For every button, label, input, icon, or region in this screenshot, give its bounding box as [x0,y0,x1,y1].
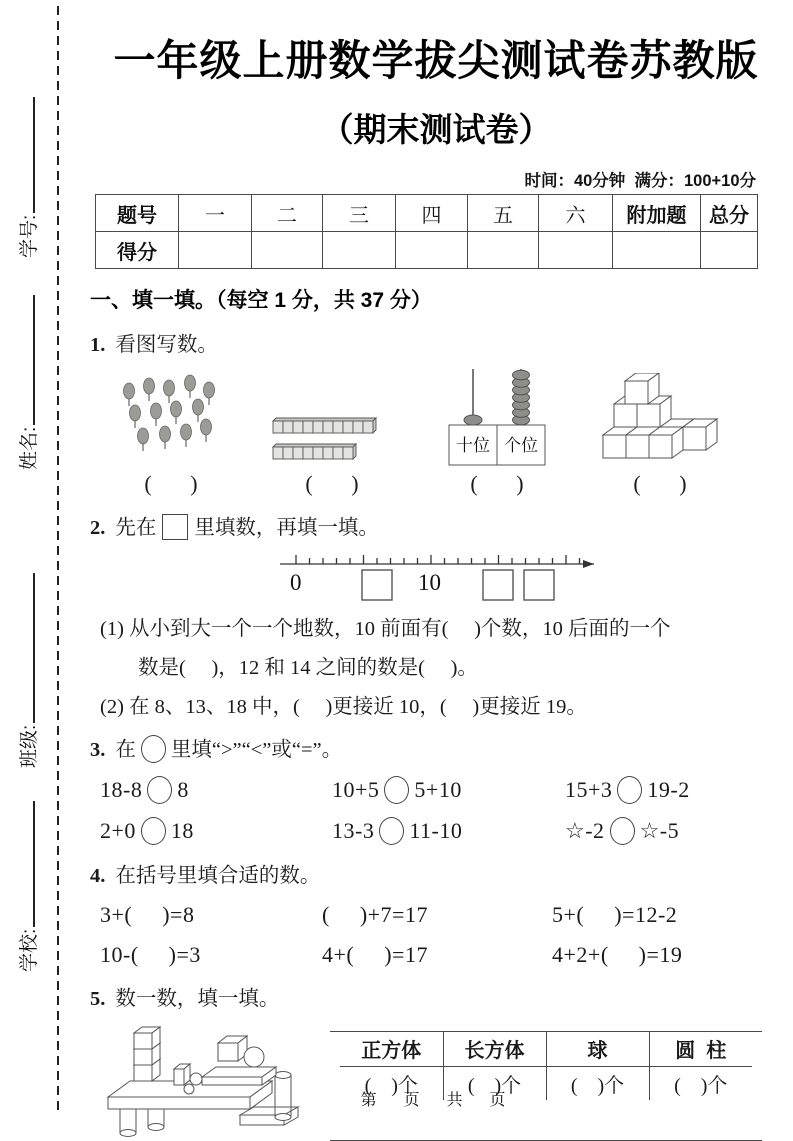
page-footer: 第 页 共 页 [360,1092,512,1109]
shape-count-header-row [340,1032,752,1066]
question-2-number: 2. [90,517,106,539]
picture-block-construction [90,1019,320,1141]
question-3-row-2 [100,817,782,845]
question-3-text-before: 在 [115,739,136,761]
question-5-number: 5. [90,988,106,1010]
question-4-row-2 [100,942,782,968]
left-expression: ☆-2 [565,818,605,843]
count-blank-cube: ( )个 [364,1074,418,1097]
score-table-score-row [96,232,758,269]
numberline-zero-label: 0 [290,570,302,595]
name-blank [33,295,35,425]
score-col-5: 五 [468,195,539,232]
score-row-label: 得分 [96,232,179,269]
equation-item: 4+2+( )=19 [552,942,683,967]
picture-place-value-abacus [418,367,576,497]
answer-blank: ( ) [633,471,687,496]
left-expression: 10+5 [332,777,380,802]
abacus-image [440,367,554,469]
question-2-sub-1-cont: 数是( )，12 和 14 之间的数是( )。 [138,657,478,679]
score-table-header-row [96,195,758,232]
compare-circle-icon [617,776,642,804]
question-1-number: 1. [90,334,106,356]
header-cuboid: 长方体 [443,1032,546,1066]
question-3-heading [90,732,782,763]
comparison-item [100,776,332,804]
score-col-question: 题号 [96,195,179,232]
blocks-image [90,1019,308,1141]
count-blank-cuboid: ( )个 [443,1066,546,1100]
question-4-heading [90,858,782,888]
answer-blank: ( ) [470,471,524,496]
left-expression: 2+0 [100,818,136,843]
student-number-blank [33,97,35,213]
question-3-row-1 [100,776,782,804]
tens-place-label: 十位 [456,436,490,455]
question-4-text: 在括号里填合适的数。 [115,865,321,887]
equation-item: 10-( )=3 [100,942,201,967]
question-5-heading [90,981,782,1011]
sidebar-field-name [14,295,41,470]
numberline-ten-label: 10 [418,570,441,595]
score-col-2: 二 [252,195,323,232]
comparison-item [332,817,565,845]
equation-item: 3+( )=8 [100,902,195,927]
question-3-number: 3. [90,739,106,761]
right-expression: 19-2 [647,777,690,802]
test-paper [90,0,782,1141]
leaves-image [112,373,230,469]
question-5-content [90,1019,782,1141]
question-1-pictures [96,367,782,497]
picture-leaves [96,367,246,497]
score-cell [468,232,539,269]
right-expression: 5+10 [414,777,462,802]
score-col-total: 总分 [701,195,758,232]
question-2-sub-1: (1) 从小到大一个一个地数，10 前面有( )个数，10 后面的一个 [100,618,671,640]
sidebar-field-class [14,573,41,768]
score-cell [613,232,701,269]
compare-circle-icon [141,817,166,845]
numberline-fill-box-3 [524,570,554,600]
question-1-text: 看图写数。 [115,334,218,356]
right-expression: 18 [170,818,194,843]
answer-blank: ( ) [144,471,198,496]
class-blank [33,573,35,723]
question-2-sub-2: (2) 在 8、13、18 中，( )更接近 10，( )更接近 19。 [100,696,587,718]
question-4-row-1 [100,902,782,928]
equation-item: 4+( )=17 [322,942,428,967]
right-expression: 8 [177,777,189,802]
count-blank-cylinder: ( )个 [649,1066,752,1100]
paper-subtitle: （期末测试卷） [320,111,552,148]
school-blank [33,801,35,927]
number-line [278,544,608,602]
numberline-fill-box-2 [483,570,513,600]
ones-place-label: 个位 [504,436,538,455]
class-label: 班级: [19,724,40,768]
student-number-label: 学号: [19,214,40,258]
score-col-extra: 附加题 [613,195,701,232]
compare-circle-icon [610,817,635,845]
sidebar-dashed-divider [57,6,59,1114]
picture-stacked-cubes [576,367,744,497]
header-cube: 正方体 [340,1032,443,1066]
question-3-text-after: 里填“>”“<”或“=”。 [170,739,343,761]
score-cell [396,232,468,269]
equation-item: ( )+7=17 [322,902,428,927]
fill-box-icon [162,514,188,540]
time-score-info: 时间：40分钟 满分：100+10分 [524,172,756,190]
comparison-item [100,817,332,845]
compare-circle-icon [141,735,166,763]
sidebar-field-student-number [14,97,41,258]
question-5-text: 数一数，填一填。 [115,988,280,1010]
section-one-title: 一、填一填。（每空 1 分，共 37 分） [90,289,432,312]
compare-circle-icon [384,776,409,804]
comparison-item [332,776,565,804]
right-expression: ☆-5 [639,818,680,843]
comparison-item [565,776,690,804]
score-cell [179,232,252,269]
score-table [95,194,758,269]
right-expression: 11-10 [409,818,463,843]
name-label: 姓名: [19,426,40,470]
picture-cube-strips [246,367,418,497]
question-2-heading [90,510,782,540]
paper-title: 一年级上册数学拔尖测试卷苏教版 [113,37,759,84]
left-expression: 15+3 [565,777,613,802]
question-1-heading [90,327,782,357]
score-cell [252,232,323,269]
compare-circle-icon [147,776,172,804]
left-expression: 18-8 [100,777,143,802]
count-blank-sphere: ( )个 [546,1066,649,1100]
school-label: 学校: [19,928,40,972]
shape-count-table-wrap [330,1031,762,1141]
compare-circle-icon [379,817,404,845]
score-cell [701,232,758,269]
header-cylinder: 圆 柱 [649,1032,752,1066]
score-cell [539,232,613,269]
header-sphere: 球 [546,1032,649,1066]
score-cell [323,232,396,269]
numberline-fill-box-1 [362,570,392,600]
equation-item: 5+( )=12-2 [552,902,678,927]
question-2-text-before: 先在 [115,517,157,539]
sidebar-field-school [14,801,41,972]
score-col-3: 三 [323,195,396,232]
question-2-text-after: 里填数，再填一填。 [194,517,379,539]
question-4-number: 4. [90,865,106,887]
cube-strips-image [266,405,398,469]
score-col-6: 六 [539,195,613,232]
answer-blank: ( ) [305,471,359,496]
stacked-cubes-image [598,373,722,469]
score-col-4: 四 [396,195,468,232]
score-col-1: 一 [179,195,252,232]
comparison-item [565,817,679,845]
left-expression: 13-3 [332,818,375,843]
